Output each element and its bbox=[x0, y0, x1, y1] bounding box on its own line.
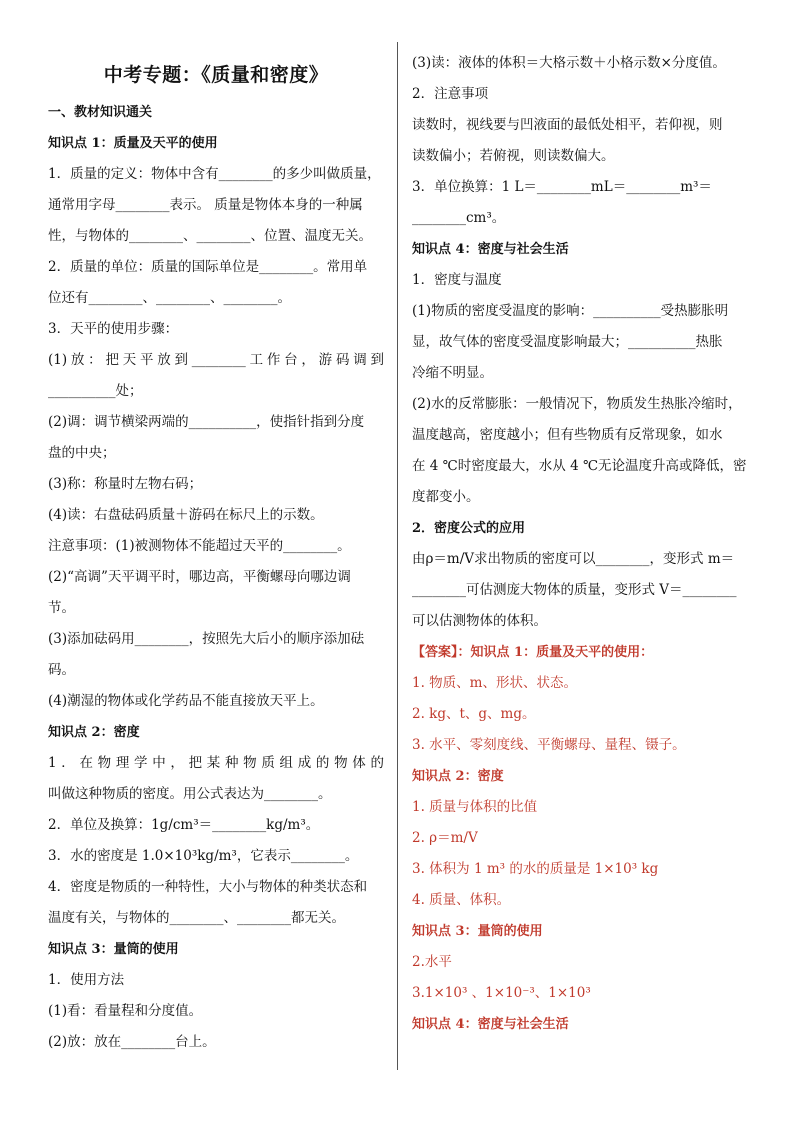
left-line: 3．天平的使用步骤： bbox=[48, 321, 179, 337]
left-line: (3)添加砝码用________，按照先大后小的顺序添加砝 bbox=[48, 631, 365, 647]
right-line: 度都变小。 bbox=[412, 489, 480, 505]
right-line: 1. 质量与体积的比值 bbox=[412, 799, 538, 815]
right-line: 2. kg、t、g、mg。 bbox=[412, 706, 536, 722]
right-line: (2)水的反常膨胀：一般情况下，物质发生热胀冷缩时， bbox=[412, 396, 742, 412]
left-line: (2)放：放在________台上。 bbox=[48, 1034, 216, 1050]
page-title: 中考专题：《质量和密度》 bbox=[103, 64, 329, 86]
right-line: 2．密度公式的应用 bbox=[412, 521, 526, 536]
left-line: 温度有关，与物体的________、________都无关。 bbox=[48, 910, 345, 926]
right-line: 4. 质量、体积。 bbox=[412, 892, 511, 908]
right-line: 显，故气体的密度受温度影响最大；__________热胀 bbox=[412, 334, 723, 350]
right-line: 3. 体积为 1 m³ 的水的质量是 1×10³ kg bbox=[412, 861, 659, 877]
left-line: 2．质量的单位：质量的国际单位是________。常用单 bbox=[48, 259, 368, 275]
left-line: 一、教材知识通关 bbox=[48, 105, 153, 120]
left-line: (4)读：右盘砝码质量＋游码在标尺上的示数。 bbox=[48, 507, 324, 523]
left-line: 知识点 3：量筒的使用 bbox=[48, 942, 179, 957]
left-line: 位还有________、________、________。 bbox=[48, 290, 291, 306]
right-line: 读数时，视线要与凹液面的最低处相平，若仰视，则 bbox=[412, 117, 723, 133]
right-line: 知识点 2：密度 bbox=[412, 769, 504, 784]
left-line: 1．质量的定义：物体中含有________的多少叫做质量， bbox=[48, 166, 381, 182]
right-line: ________cm³。 bbox=[412, 210, 506, 226]
right-line: 2. ρ＝m/V bbox=[412, 830, 478, 846]
right-line: (3)读：液体的体积＝大格示数＋小格示数×分度值。 bbox=[412, 55, 726, 71]
left-line: 1．使用方法 bbox=[48, 972, 125, 988]
left-column bbox=[48, 56, 384, 1058]
left-line: (4)潮湿的物体或化学药品不能直接放天平上。 bbox=[48, 693, 324, 709]
right-line: 3．单位换算：1 L＝________mL＝________m³＝ bbox=[412, 179, 712, 195]
right-line: 在 4 ℃时密度最大，水从 4 ℃无论温度升高或降低，密 bbox=[412, 458, 747, 474]
right-line: (1)物质的密度受温度的影响：__________受热膨胀明 bbox=[412, 303, 729, 319]
left-line: 通常用字母________表示。 质量是物体本身的一种属 bbox=[48, 197, 363, 213]
right-line: 知识点 4：密度与社会生活 bbox=[412, 242, 569, 257]
left-line: 盘的中央； bbox=[48, 445, 116, 461]
left-line: 1．在物理学中，把某种物质组成的物体的 bbox=[48, 755, 384, 771]
right-line: 读数偏小；若俯视，则读数偏大。 bbox=[412, 148, 615, 164]
right-line: 知识点 3：量筒的使用 bbox=[412, 924, 543, 939]
left-line: 注意事项：(1)被测物体不能超过天平的________。 bbox=[48, 538, 351, 554]
left-line: 知识点 2：密度 bbox=[48, 725, 140, 740]
left-line: 叫做这种物质的密度。用公式表达为________。 bbox=[48, 786, 332, 802]
left-body bbox=[48, 97, 384, 1058]
right-line: 温度越高，密度越小；但有些物质有反常现象，如水 bbox=[412, 427, 723, 443]
right-line: 3. 水平、零刻度线、平衡螺母、量程、镊子。 bbox=[412, 737, 686, 753]
left-line: (1)放：把天平放到________工作台，游码调到 bbox=[48, 352, 384, 368]
right-line: 【答案】：知识点 1：质量及天平的使用： bbox=[412, 645, 654, 660]
left-line: (3)称：称量时左物右码； bbox=[48, 476, 203, 492]
left-line: (2)调：调节横梁两端的__________，使指针指到分度 bbox=[48, 414, 365, 430]
left-line: 节。 bbox=[48, 600, 75, 616]
right-line: ________可估测庞大物体的质量，变形式 V＝________ bbox=[412, 582, 737, 598]
right-line: 冷缩不明显。 bbox=[412, 365, 493, 381]
right-line: 由ρ＝m/V求出物质的密度可以________，变形式 m＝ bbox=[412, 551, 735, 567]
left-line: 性，与物体的________、________、位置、温度无关。 bbox=[48, 228, 372, 244]
left-line: (2)“高调”天平调平时，哪边高，平衡螺母向哪边调 bbox=[48, 569, 351, 585]
right-line: 可以估测物体的体积。 bbox=[412, 613, 547, 629]
left-line: 知识点 1：质量及天平的使用 bbox=[48, 136, 218, 151]
right-body bbox=[412, 48, 754, 1040]
left-line: 2．单位及换算：1g/cm³＝________kg/m³。 bbox=[48, 817, 320, 833]
left-line: 码。 bbox=[48, 662, 75, 678]
right-line: 1．密度与温度 bbox=[412, 272, 502, 288]
right-column bbox=[412, 48, 754, 1040]
left-line: 4．密度是物质的一种特性，大小与物体的种类状态和 bbox=[48, 879, 368, 895]
right-line: 2．注意事项 bbox=[412, 86, 489, 102]
right-line: 知识点 4：密度与社会生活 bbox=[412, 1017, 569, 1032]
right-line: 2.水平 bbox=[412, 954, 452, 970]
left-line: 3．水的密度是 1.0×10³kg/m³，它表示________。 bbox=[48, 848, 359, 864]
column-divider bbox=[397, 42, 398, 1070]
left-line: __________处； bbox=[48, 383, 143, 399]
left-line: (1)看：看量程和分度值。 bbox=[48, 1003, 203, 1019]
right-line: 3.1×10³ 、1×10⁻³、1×10³ bbox=[412, 985, 591, 1001]
right-line: 1. 物质、m、形状、状态。 bbox=[412, 675, 577, 691]
